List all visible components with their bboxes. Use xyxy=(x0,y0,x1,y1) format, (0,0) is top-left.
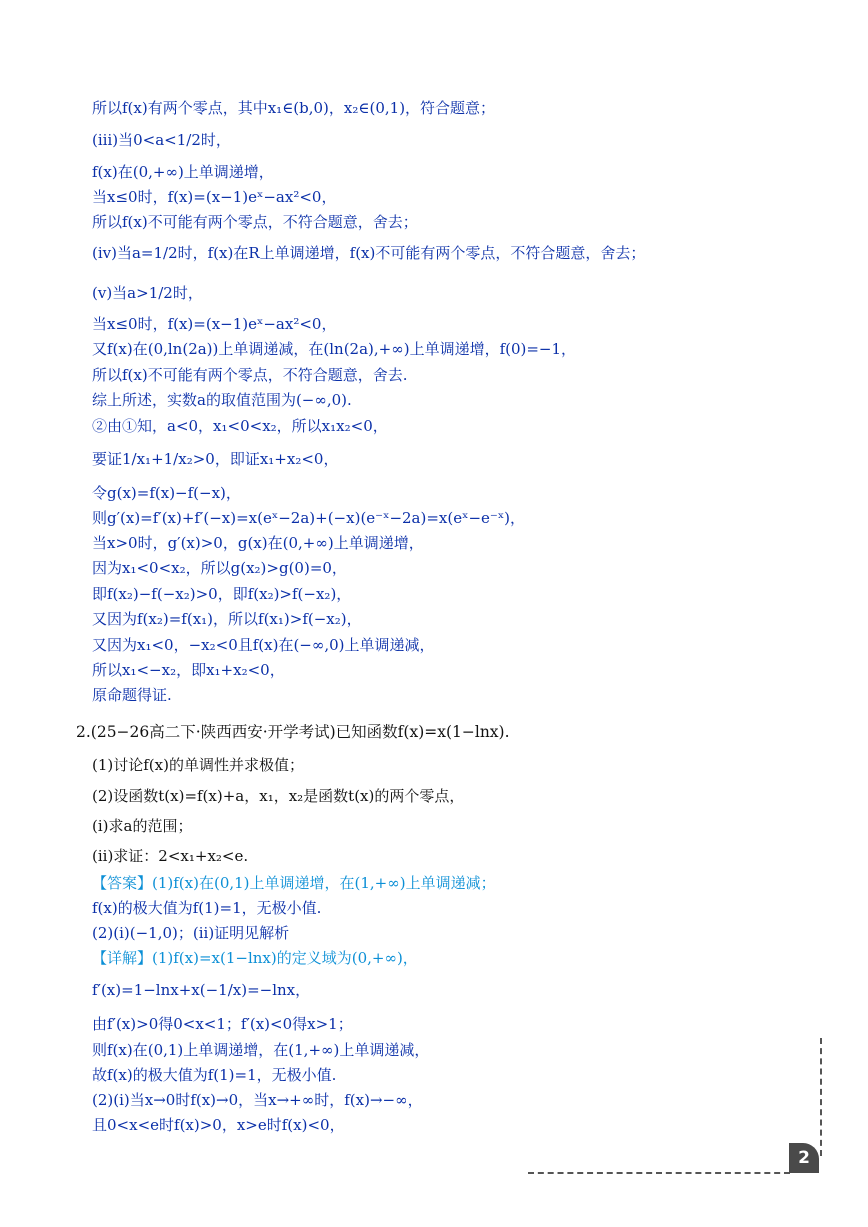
text-line: 当x≤0时，f(x)=(x−1)eˣ−ax²<0， xyxy=(92,315,337,333)
detail-line: f′(x)=1−lnx+x(−1/x)=−lnx， xyxy=(92,981,311,999)
answer-line: f(x)的极大值为f(1)=1，无极小值. xyxy=(92,899,322,917)
text-line: (ⅴ)当a>1/2时， xyxy=(92,284,203,302)
text-line: 所以f(x)有两个零点，其中x₁∈(b,0)，x₂∈(0,1)，符合题意； xyxy=(92,99,496,117)
text-line: (ⅲ)当0<a<1/2时， xyxy=(92,131,231,149)
answer-line: (2)(i)(−1,0)；(ii)证明见解析 xyxy=(92,924,290,942)
page-corner-dashed-horizontal xyxy=(528,1172,790,1174)
detail-line: (2)(i)当x→0时f(x)→0，当x→+∞时，f(x)→−∞， xyxy=(92,1091,423,1109)
text-line: 又因为f(x₂)=f(x₁)，所以f(x₁)>f(−x₂)， xyxy=(92,610,362,628)
text-line: 又f(x)在(0,ln(2a))上单调递减，在(ln(2a),+∞)上单调递增，f(0)=−1， xyxy=(92,340,577,358)
detail-line: 由f′(x)>0得0<x<1；f′(x)<0得x>1； xyxy=(92,1015,353,1033)
problem-part: (2)设函数t(x)=f(x)+a，x₁，x₂是函数t(x)的两个零点， xyxy=(92,787,465,805)
text-line: ②由①知，a<0，x₁<0<x₂，所以x₁x₂<0， xyxy=(92,417,388,435)
text-line: 所以f(x)不可能有两个零点，不符合题意，舍去. xyxy=(92,366,408,384)
text-line: (ⅳ)当a=1/2时，f(x)在R上单调递增，f(x)不可能有两个零点，不符合题意，舍去； xyxy=(92,244,646,262)
text-line: 当x>0时，g′(x)>0，g(x)在(0,+∞)上单调递增， xyxy=(92,534,424,552)
page-corner-dashed-vertical xyxy=(820,1038,822,1156)
text-line: 所以x₁<−x₂，即x₁+x₂<0， xyxy=(92,661,285,679)
text-line: 综上所述，实数a的取值范围为(−∞,0). xyxy=(92,391,352,409)
text-line: 又因为x₁<0，−x₂<0且f(x)在(−∞,0)上单调递减， xyxy=(92,636,435,654)
text-line: 所以f(x)不可能有两个零点，不符合题意，舍去； xyxy=(92,213,418,231)
detail-line: 【详解】(1)f(x)=x(1−lnx)的定义域为(0,+∞)， xyxy=(92,949,418,967)
problem-part: (ii)求证：2<x₁+x₂<e. xyxy=(92,847,249,865)
page-number: 2 xyxy=(789,1143,819,1173)
text-line: 则g′(x)=f′(x)+f′(−x)=x(eˣ−2a)+(−x)(e⁻ˣ−2a)=x(eˣ−e⁻ˣ)， xyxy=(92,509,526,527)
problem-heading: 2.(25−26高二下·陕西西安·开学考试)已知函数f(x)=x(1−lnx). xyxy=(76,723,510,741)
text-line: f(x)在(0,+∞)上单调递增， xyxy=(92,163,274,181)
problem-part: (i)求a的范围； xyxy=(92,817,193,835)
answer-line: 【答案】(1)f(x)在(0,1)上单调递增，在(1,+∞)上单调递减； xyxy=(92,874,496,892)
text-line: 因为x₁<0<x₂，所以g(x₂)>g(0)=0， xyxy=(92,559,347,577)
problem-part: (1)讨论f(x)的单调性并求极值； xyxy=(92,756,304,774)
text-line: 要证1/x₁+1/x₂>0，即证x₁+x₂<0， xyxy=(92,450,339,468)
text-line: 即f(x₂)−f(−x₂)>0，即f(x₂)>f(−x₂)， xyxy=(92,585,352,603)
text-line: 令g(x)=f(x)−f(−x)， xyxy=(92,484,241,502)
text-line: 当x≤0时，f(x)=(x−1)eˣ−ax²<0， xyxy=(92,188,337,206)
text-line: 原命题得证. xyxy=(92,686,172,704)
detail-line: 故f(x)的极大值为f(1)=1，无极小值. xyxy=(92,1066,337,1084)
detail-line: 则f(x)在(0,1)上单调递增，在(1,+∞)上单调递减， xyxy=(92,1041,430,1059)
detail-line: 且0<x<e时f(x)>0，x>e时f(x)<0， xyxy=(92,1116,345,1134)
